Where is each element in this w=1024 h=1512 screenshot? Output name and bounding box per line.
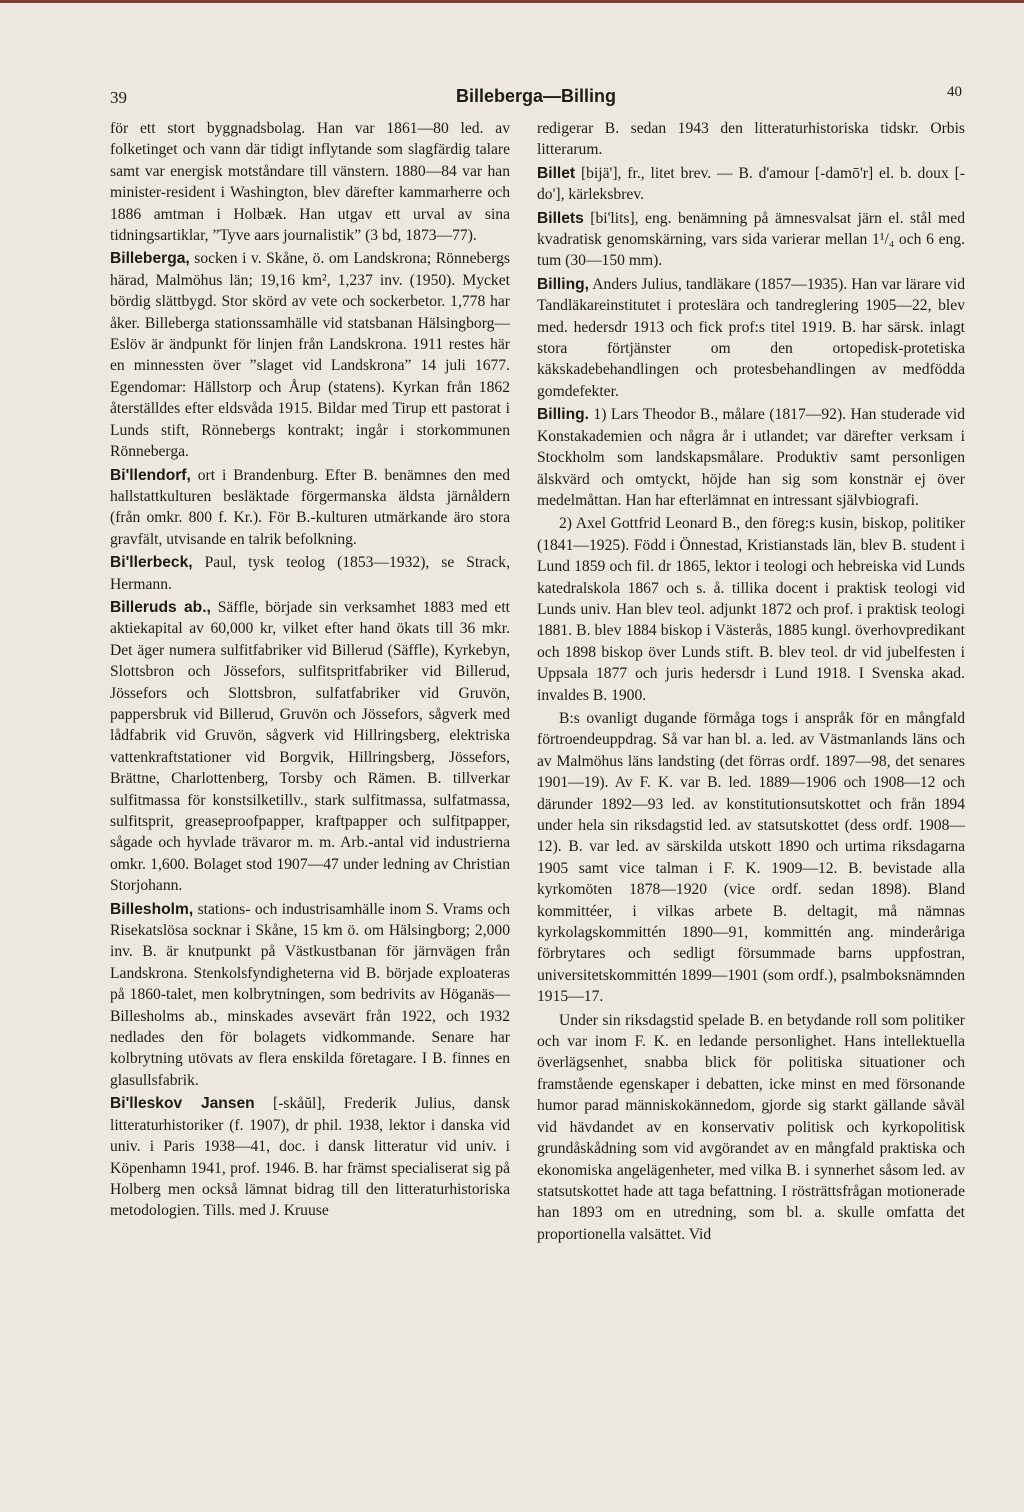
entry-headword: Bi'lleskov Jansen bbox=[110, 1095, 255, 1113]
entry-billing-axel-riksdag bbox=[537, 1010, 965, 1245]
entry-billendorf bbox=[110, 465, 510, 551]
page-header bbox=[110, 84, 962, 112]
page-top-rule bbox=[0, 0, 1024, 3]
page-number-right: 40 bbox=[947, 84, 962, 100]
entry-headword: Billet bbox=[537, 164, 576, 182]
entry-billeskov-jansen bbox=[110, 1093, 510, 1221]
running-title: Billeberga—Billing bbox=[455, 86, 617, 106]
entry-headword: Bi'llerbeck, bbox=[110, 554, 193, 572]
entry-billet bbox=[537, 163, 965, 206]
entry-text: Paul, tysk teolog (1853—1932), se Strack, Hermann. bbox=[110, 554, 510, 593]
entry-headword: Billesholm, bbox=[110, 900, 194, 918]
entry-continuation bbox=[537, 118, 965, 161]
page-number-left: 39 bbox=[110, 88, 127, 107]
entry-text: 2) Axel Gottfrid Leonard B., den föreg:s kusin, biskop, politiker (1841—1925). Född i Önnestad, Kristianstads län, blev B. student i Lund 1859 och fil. dr 1865, lektor i teologi och hebreiska vid Lunds katedralskola 1867 och s. å. tillika docent i praktisk teologi vid Lunds univ. Han blev teol. adjunkt 1872 och prof. i praktisk teologi 1881. B. blev 1884 biskop i Västerås, 1885 kungl. överhovpredikant och 1898 biskop över Lunds stift. B. blev teol. dr vid jubelfesten i Uppsala 1877 och juris hedersdr i Lund 1918. I Svenska akad. invaldes B. 1900. bbox=[537, 515, 965, 704]
entry-text: för ett stort byggnadsbolag. Han var 1861—80 led. av folketinget och vann där tidigt inflytande som slagfärdig talare samt var energisk motståndare till vänstern. 1880—84 var han minister-resident i Washington, blev därefter kammarherre och 1886 amtman i Holbæk. Han utgav ett urval av sina tidningsartiklar, ”Tyve aars journalistik” (3 bd, 1873—77). bbox=[110, 120, 510, 245]
entry-billesholm bbox=[110, 899, 510, 1092]
entry-billeberga bbox=[110, 248, 510, 462]
entry-text: stations- och industrisamhälle inom S. Vrams och Risekatslösa socknar i Skåne, 15 km ö. om Hälsingborg; 2,000 inv. B. är knutpunkt på Västkustbanan för järnvägen från Landskrona. Stenkolsfyndigheterna vid B. började exploateras på 1860-talet, men kolbrytningen, som bedrivits av Höganäs—Billesholms ab., minskades avsevärt från 1922, och 1932 nedlades den för bolagets vidkommande. Senare har kolbrytning utövats av flera enskilda företagare. I B. finnes en glasullsfabrik. bbox=[110, 900, 510, 1089]
entry-headword: Billeruds ab., bbox=[110, 598, 211, 616]
entry-billing-anders bbox=[537, 274, 965, 402]
entry-text: Anders Julius, tandläkare (1857—1935). Han var lärare vid Tandläkareinstitutet i proteslära och tandreglering 1905—22, blev med. hedersdr 1913 och fick prof:s titel 1919. B. har särsk. inlagt stora förtjänster om den ortopedisk-protetiska käkskadebehandlingen och protesbehandlingen av medfödda gomdefekter. bbox=[537, 275, 965, 400]
entry-headword: Billing, bbox=[537, 275, 589, 293]
entry-billing-axel-uppdrag bbox=[537, 708, 965, 1008]
entry-text: ort i Brandenburg. Efter B. benämnes den med hallstattkulturen besläktade förgermanska äldsta järnåldern (från omkr. 800 f. Kr.). För B.-kulturen utmärkande äro stora gravfält, utvisande en talrik befolkning. bbox=[110, 466, 510, 548]
entry-text: B:s ovanligt dugande förmåga togs i anspråk för en mångfald förtroendeuppdrag. Så var han bl. a. led. av Västmanlands läns och av Malmöhus läns landsting (det förras ordf. 1897—98, det senares 1901—19). Av F. K. var B. led. 1889—1906 och 1908—12 och därunder 1892—93 led. av konstitutionsutskottet och från 1894 under hela sin riksdagstid led. av statsutskottet (dess ordf. 1908—12). B. var led. av särskilda utskott 1890 och urtima riksdagarna 1905 samt vice talman i F. K. 1909—12. B. bevistade alla kyrkomöten 1878—1920 (vice ordf. sedan 1898). Bland kommittéer, i vilkas arbete B. deltagit, må nämnas kyrkolagskommittén 1890—91, kommittén ang. minderåriga förbrytares och sedligt försummade barns uppfostran, universitetskommittén 1899—1901 (som ordf.), psalmboksnämnden 1915—17. bbox=[537, 709, 965, 1006]
entry-headword: Billeberga, bbox=[110, 250, 190, 268]
entry-headword: Billing. bbox=[537, 406, 589, 424]
left-column bbox=[110, 118, 510, 1224]
entry-text: Under sin riksdagstid spelade B. en betydande roll som politiker och var inom F. K. en ledande personlighet. Hans intellektuella överlägsenhet, snabba blick för politiska situationer och framstående egenskaper i debatten, icke minst en med försonande humor parad människokännedom, gjorde sig starkt gällande såväl vid hävdandet av en konservativ politisk och kyrkopolitisk grundåskådning som vid avgörandet av en mångfald praktiska och ekonomiska angelägenheter, med vilka B. i synnerhet såsom led. av statsutskottet hade att taga befattning. I rösträttsfrågan motionerade han 1893 om en utredning, som bl. a. skulle omfatta det proportionella valsättet. Vid bbox=[537, 1011, 965, 1243]
entry-text: socken i v. Skåne, ö. om Landskrona; Rönnebergs härad, Malmöhus län; 19,16 km², 1,237 inv. (1950). Mycket bördig slättbygd. Stor skörd av vete och sockerbetor. 1,778 har åker. Billeberga stationssamhälle vid statsbanan Hälsingborg—Eslöv är ändpunkt för linjen från Landskrona. 1911 restes här en minnessten över ”slaget vid Landskrona” 14 juli 1677. Egendomar: Hällstorp och Årup (statens). Kyrkan från 1862 återställdes efter eldsvåda 1915. Bildar med Tirup ett pastorat i Lunds stift, Rönnebergs kontrakt; ingår i storkommunen Rönneberga. bbox=[110, 250, 510, 461]
entry-billing bbox=[537, 404, 965, 511]
entry-text: [bi'lits], eng. benämning på ämnesvalsat järn el. stål med kvadratisk genomskärning, vars sida varierar mellan 1¹/₄ och 6 eng. tum (30—150 mm). bbox=[537, 209, 965, 270]
entry-text: [-skåŭl], Frederik Julius, dansk litteraturhistoriker (f. 1907), dr phil. 1938, lektor i danska vid univ. i Paris 1938—41, doc. i dansk litteratur vid univ. i Köpenhamn 1941, prof. 1946. B. har främst specialiserat sig på Holberg men också lämnat bidrag till den litteraturhistoriska metodologien. Tills. med J. Kruuse bbox=[110, 1095, 510, 1220]
entry-continuation bbox=[110, 118, 510, 246]
right-column bbox=[537, 118, 965, 1247]
entry-headword: Billets bbox=[537, 209, 584, 227]
entry-billerbeck bbox=[110, 552, 510, 595]
entry-text: redigerar B. sedan 1943 den litteraturhistoriska tidskr. Orbis litterarum. bbox=[537, 120, 965, 159]
entry-headword: Bi'llendorf, bbox=[110, 466, 191, 484]
entry-text: Säffle, började sin verksamhet 1883 med ett aktiekapital av 60,000 kr, vilket efter hand ökats till 36 mkr. Det äger numera sulfitfabriker vid Billerud (Säffle), Kyrkebyn, Slottsbron och Jössefors, sulfitspritfabriker vid Billerud, Jössefors och Slottsbron, sulfatfabriker vid Gruvön, pappersbruk vid Billerud, Gruvön och Jössefors, sågverk med lådfabrik vid Gruvön, sågverk vid Hillringsberg, elektriska vattenkraftstationer vid Borgvik, Hillringsberg, Jössefors, Brättne, Charlottenberg, Torsby och Rämen. B. tillverkar sulfitmassa för konstsilketillv., stark sulfitmassa, sulfatmassa, sulfitsprit, greaseproofpapper, kraftpapper och sulfitpapper, sågade och hyvlade trävaror m. m. Arb.-antal vid industrierna omkr. 1,600. Bolaget stod 1907—47 under ledning av Christian Storjohann. bbox=[110, 598, 511, 895]
entry-billing-axel bbox=[537, 513, 965, 706]
entry-text: [bijä'], fr., litet brev. — B. d'amour [-damō'r] el. b. doux [-do'], kärleksbrev. bbox=[537, 164, 965, 204]
entry-billets bbox=[537, 208, 965, 272]
entry-text: 1) Lars Theodor B., målare (1817—92). Han studerade vid Konstakademien och några år i utlandet; var därefter verksam i Stockholm som landskapsmålare. Produktiv samt personligen älskvärd och omtyckt, höjde han sig som konstnär ej över medelmåttan. Han har efterlämnat en intressant självbiografi. bbox=[537, 406, 965, 509]
entry-billeruds bbox=[110, 597, 510, 897]
